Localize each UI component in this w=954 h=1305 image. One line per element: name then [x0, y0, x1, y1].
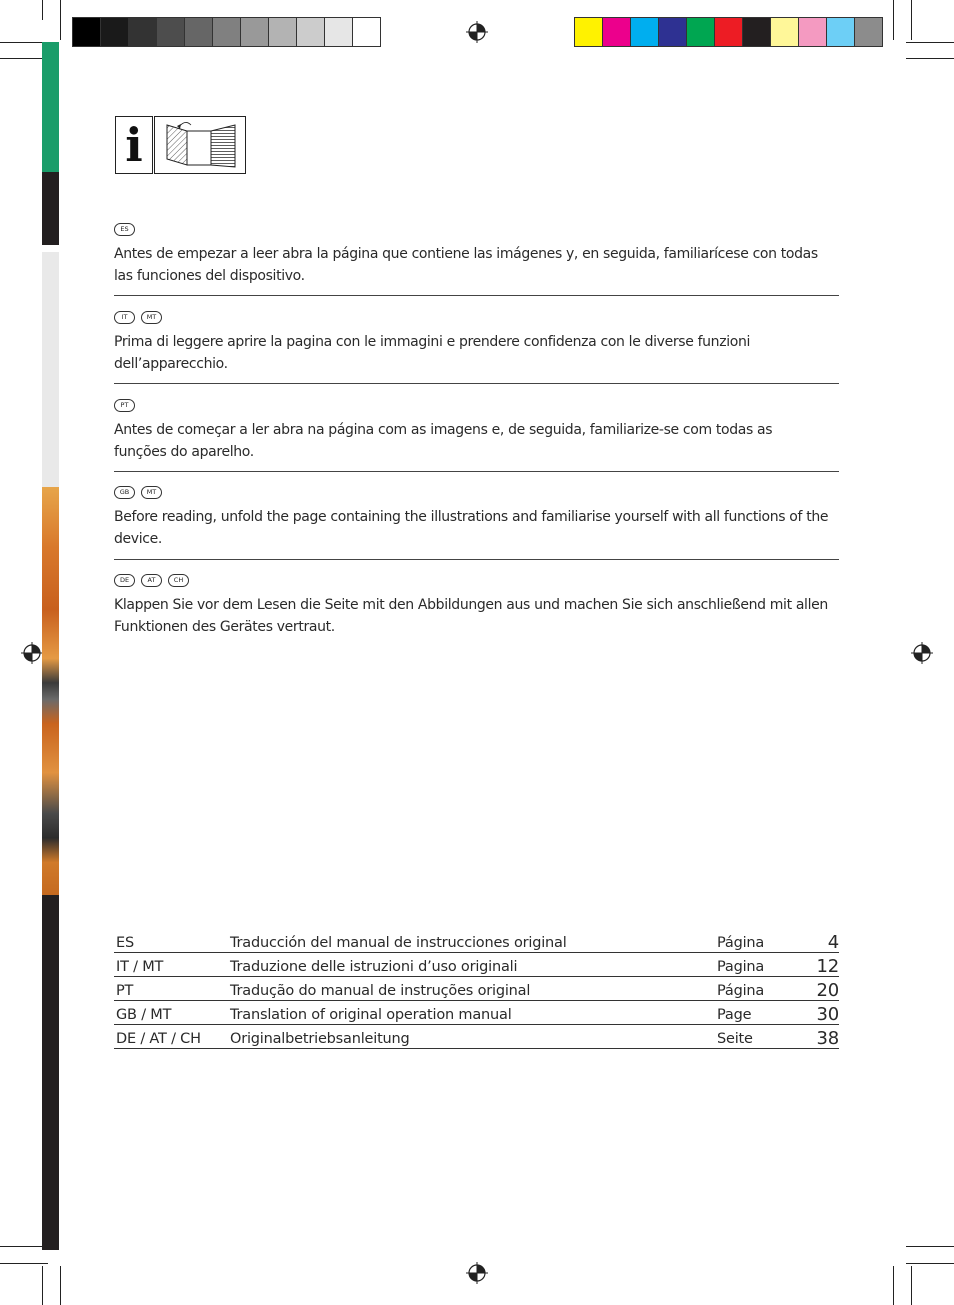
- instruction-text: Prima di leggere aprire la pagina con le immagini e prendere confidenza con le diverse funzioni dell’apparecchio.: [114, 334, 751, 372]
- toc-page-number: 38: [797, 1025, 839, 1049]
- crop-mark: [906, 1263, 954, 1264]
- color-swatch: [185, 18, 213, 46]
- spine-product-image: [42, 487, 59, 895]
- crop-mark: [42, 0, 43, 20]
- color-swatch: [715, 18, 743, 46]
- language-badge: DE: [114, 574, 135, 587]
- color-swatch: [129, 18, 157, 46]
- crop-mark: [893, 1266, 894, 1305]
- toc-language-code: IT / MT: [114, 953, 228, 977]
- color-swatch: [855, 18, 882, 46]
- crop-mark: [60, 0, 61, 40]
- language-badge: GB: [114, 486, 135, 499]
- language-badges: [114, 574, 839, 588]
- color-swatch: [687, 18, 715, 46]
- toc-page-number: 20: [797, 977, 839, 1001]
- color-swatch: [743, 18, 771, 46]
- color-swatch: [297, 18, 325, 46]
- language-badge: MT: [141, 486, 162, 499]
- toc-language-code: GB / MT: [114, 1001, 228, 1025]
- registration-mark-icon: [21, 642, 43, 664]
- color-swatch: [101, 18, 129, 46]
- toc-language-code: ES: [114, 929, 228, 953]
- toc-title: Tradução do manual de instruções original: [228, 977, 715, 1001]
- language-badge: PT: [114, 399, 135, 412]
- toc-row[interactable]: [114, 929, 839, 953]
- crop-mark: [0, 58, 48, 59]
- toc-page-word: Página: [715, 929, 797, 953]
- toc-row[interactable]: [114, 953, 839, 977]
- color-swatch: [241, 18, 269, 46]
- crop-mark: [60, 1266, 61, 1305]
- language-badge: IT: [114, 311, 135, 324]
- language-badges: [114, 399, 839, 413]
- registration-mark-icon: [466, 21, 488, 43]
- spine-dark: [42, 172, 59, 245]
- color-swatch: [827, 18, 855, 46]
- crop-mark: [906, 42, 954, 43]
- language-section-gb-mt: [114, 486, 839, 550]
- instruction-text: Antes de começar a ler abra na página com as imagens e, de seguida, familiarize-se com todas as funções do aparelho.: [114, 422, 773, 460]
- toc-page-word: Page: [715, 1001, 797, 1025]
- color-swatch: [213, 18, 241, 46]
- crop-mark: [911, 0, 912, 40]
- spine-dark-bottom: [42, 895, 59, 1250]
- registration-mark-icon: [911, 642, 933, 664]
- instruction-text: Before reading, unfold the page containing the illustrations and familiarise yourself with all functions of the device.: [114, 509, 829, 547]
- toc-title: Traduzione delle istruzioni d’uso originali: [228, 953, 715, 977]
- section-divider: [114, 383, 839, 384]
- info-icon: [115, 116, 153, 174]
- instruction-text: Klappen Sie vor dem Lesen die Seite mit den Abbildungen aus und machen Sie sich anschließend mit allen Funktionen des Gerätes vertraut.: [114, 597, 828, 635]
- language-section-it-mt: [114, 311, 839, 375]
- toc-language-code: PT: [114, 977, 228, 1001]
- section-divider: [114, 559, 839, 560]
- info-letter: i: [125, 118, 143, 172]
- table-of-contents: [114, 929, 839, 1049]
- crop-mark: [0, 1246, 48, 1247]
- color-swatch: [631, 18, 659, 46]
- color-swatch: [157, 18, 185, 46]
- language-badge: CH: [168, 574, 189, 587]
- color-swatch: [353, 18, 380, 46]
- language-badge: ES: [114, 223, 135, 236]
- language-section-es: [114, 223, 839, 287]
- color-swatch: [269, 18, 297, 46]
- color-swatch: [771, 18, 799, 46]
- spine-green: [42, 42, 59, 172]
- toc-language-code: DE / AT / CH: [114, 1025, 228, 1049]
- crop-mark: [911, 1266, 912, 1305]
- color-swatch: [799, 18, 827, 46]
- crop-mark: [906, 1246, 954, 1247]
- toc-title: Originalbetriebsanleitung: [228, 1025, 715, 1049]
- color-calibration-bar: [574, 17, 883, 47]
- toc-title: Translation of original operation manual: [228, 1001, 715, 1025]
- language-badges: [114, 223, 839, 237]
- color-swatch: [603, 18, 631, 46]
- crop-mark: [0, 1263, 48, 1264]
- toc-page-word: Pagina: [715, 953, 797, 977]
- crop-mark: [893, 0, 894, 40]
- instruction-text: Antes de empezar a leer abra la página que contiene las imágenes y, en seguida, familiarícese con todas las funciones del dispositivo.: [114, 246, 818, 284]
- color-swatch: [325, 18, 353, 46]
- toc-page-number: 12: [797, 953, 839, 977]
- toc-page-word: Seite: [715, 1025, 797, 1049]
- toc-row[interactable]: [114, 1025, 839, 1049]
- toc-title: Traducción del manual de instrucciones original: [228, 929, 715, 953]
- language-badges: [114, 486, 839, 500]
- crop-mark: [42, 1266, 43, 1305]
- toc-page-number: 4: [797, 929, 839, 953]
- language-section-de-at-ch: [114, 574, 839, 638]
- section-divider: [114, 295, 839, 296]
- section-divider: [114, 471, 839, 472]
- crop-mark: [906, 58, 954, 59]
- language-badge: AT: [141, 574, 162, 587]
- registration-mark-icon: [466, 1262, 488, 1284]
- toc-row[interactable]: [114, 1001, 839, 1025]
- language-badges: [114, 311, 839, 325]
- language-section-pt: [114, 399, 839, 463]
- language-badge: MT: [141, 311, 162, 324]
- color-swatch: [73, 18, 101, 46]
- color-swatch: [575, 18, 603, 46]
- toc-page-word: Página: [715, 977, 797, 1001]
- grayscale-calibration-bar: [72, 17, 381, 47]
- crop-mark: [0, 42, 48, 43]
- toc-page-number: 30: [797, 1001, 839, 1025]
- spine-light: [42, 252, 59, 487]
- toc-row[interactable]: [114, 977, 839, 1001]
- color-swatch: [659, 18, 687, 46]
- unfold-page-icon: [154, 116, 246, 174]
